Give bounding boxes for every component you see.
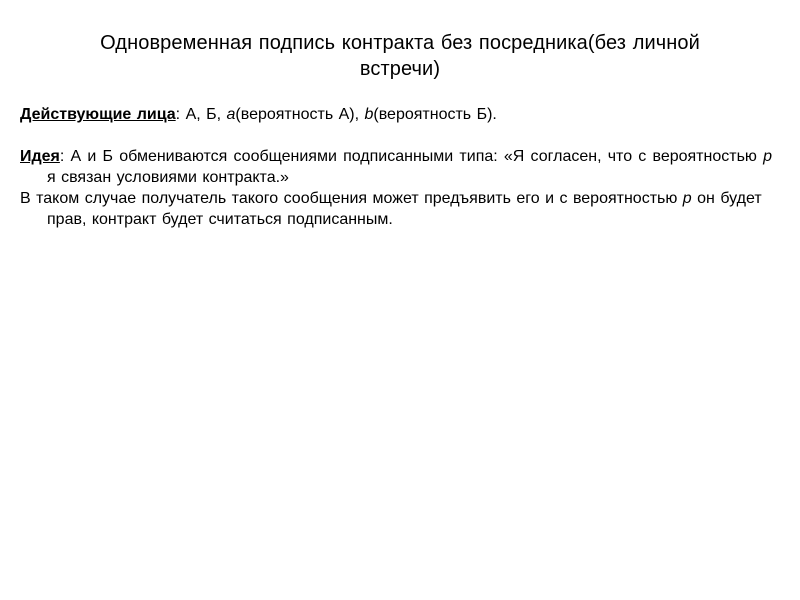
actors-text-b: (вероятность А),	[235, 106, 365, 123]
idea-text-b: я связан условиями контракта.»	[47, 169, 289, 186]
actors-label: Действующие лица	[20, 106, 176, 123]
actors-colon: :	[175, 106, 186, 123]
paragraph-spacer	[20, 125, 772, 146]
idea-label: Идея	[20, 148, 60, 165]
actors-var-a: a	[226, 106, 236, 123]
actors-var-b: b	[364, 106, 374, 123]
consequence-text-b: он будет прав, контракт будет считаться подписанным.	[47, 190, 762, 228]
actors-paragraph	[20, 104, 772, 125]
actors-text-c: (вероятность Б).	[373, 106, 497, 123]
slide-body	[20, 104, 772, 230]
consequence-paragraph	[20, 188, 772, 230]
idea-var-p: p	[763, 148, 772, 165]
consequence-var-p: p	[682, 190, 692, 207]
slide-title: Одновременная подпись контракта без посредника(без личной встречи)	[100, 32, 700, 80]
idea-text-a: А и Б обмениваются сообщениями подписанными типа: «Я согласен, что с вероятностью	[70, 148, 764, 165]
idea-paragraph	[20, 146, 772, 188]
actors-text-a: А, Б,	[185, 106, 227, 123]
idea-colon: :	[59, 148, 71, 165]
consequence-text-a: В таком случае получатель такого сообщения может предъявить его и с вероятностью	[20, 190, 683, 207]
